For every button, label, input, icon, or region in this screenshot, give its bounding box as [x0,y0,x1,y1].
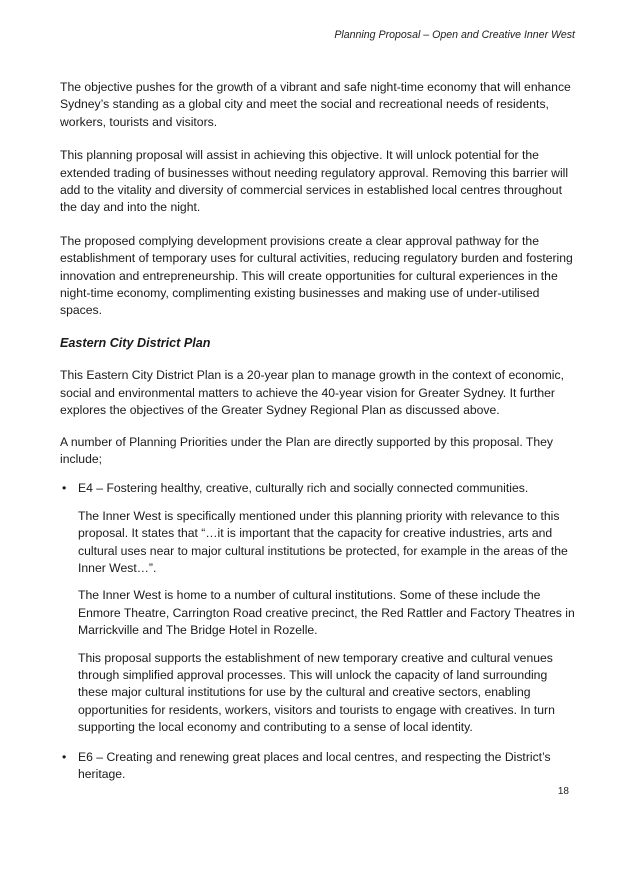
list-item-text: E6 – Creating and renewing great places and local centres, and respecting the District’s heritage. [78,749,551,781]
paragraph-proposal-support: This proposal supports the establishment of new temporary creative and cultural venues through simplified approval processes. This will unlock the capacity of land surrounding these major cultural institutions for use by the cultural and creative sectors, enabling opportunities for residents, workers, visitors and tourists to engage with creatives. In turn supporting the local economy and contributing to a sense of local identity. [78,650,555,735]
page-number: 18 [557,786,569,797]
document-body [60,79,580,783]
list-item-text: E4 – Fostering healthy, creative, culturally rich and socially connected communities. [78,481,529,496]
section-heading: Eastern City District Plan [60,335,211,350]
paragraph-night-time-economy: The objective pushes for the growth of a vibrant and safe night-time economy that will enhance Sydney’s standing as a global city and meet the social and recreational needs of residents, workers, tourists and visitors. [60,80,571,129]
list-item [60,480,580,497]
running-header: Planning Proposal – Open and Creative Inner West [334,29,575,41]
priority-list-e4 [60,480,580,497]
priority-list-e6 [60,749,580,784]
paragraph-planning-priorities: A number of Planning Priorities under the Plan are directly supported by this proposal. They include; [60,434,553,466]
paragraph-inner-west-mention: The Inner West is specifically mentioned under this planning priority with relevance to this proposal. It states that “…it is important that the capacity for creative industries, arts and cultural uses near to major cultural institutions be protected, for example in the areas of the Inner West…”. [78,508,568,575]
bullet-marker: • [62,481,67,496]
paragraph-cultural-institutions: The Inner West is home to a number of cultural institutions. Some of these include the Enmore Theatre, Carrington Road creative precinct, the Red Rattler and Factory Theatres in Marrickville and The Bridge Hotel in Rozelle. [78,588,575,638]
bullet-marker: • [62,749,67,764]
paragraph-complying-development: The proposed complying development provisions create a clear approval pathway for the establishment of temporary uses for cultural activities, reducing regulatory burden and fostering innovation and entrepreneurship. This will create opportunities for cultural experiences in the night-time economy, complimenting existing businesses and making use of under-utilised spaces. [60,233,573,318]
paragraph-objective: This planning proposal will assist in achieving this objective. It will unlock potential for the extended trading of businesses without needing regulatory approval. Removing this barrier will add to the vitality and diversity of commercial services in established local centres throughout the day and into the night. [60,148,569,215]
paragraph-district-plan: This Eastern City District Plan is a 20-year plan to manage growth in the context of economic, social and environmental matters to achieve the 40-year vision for Greater Sydney. It further explores the objectives of the Greater Sydney Regional Plan as discussed above. [60,368,564,418]
list-item [60,749,580,784]
